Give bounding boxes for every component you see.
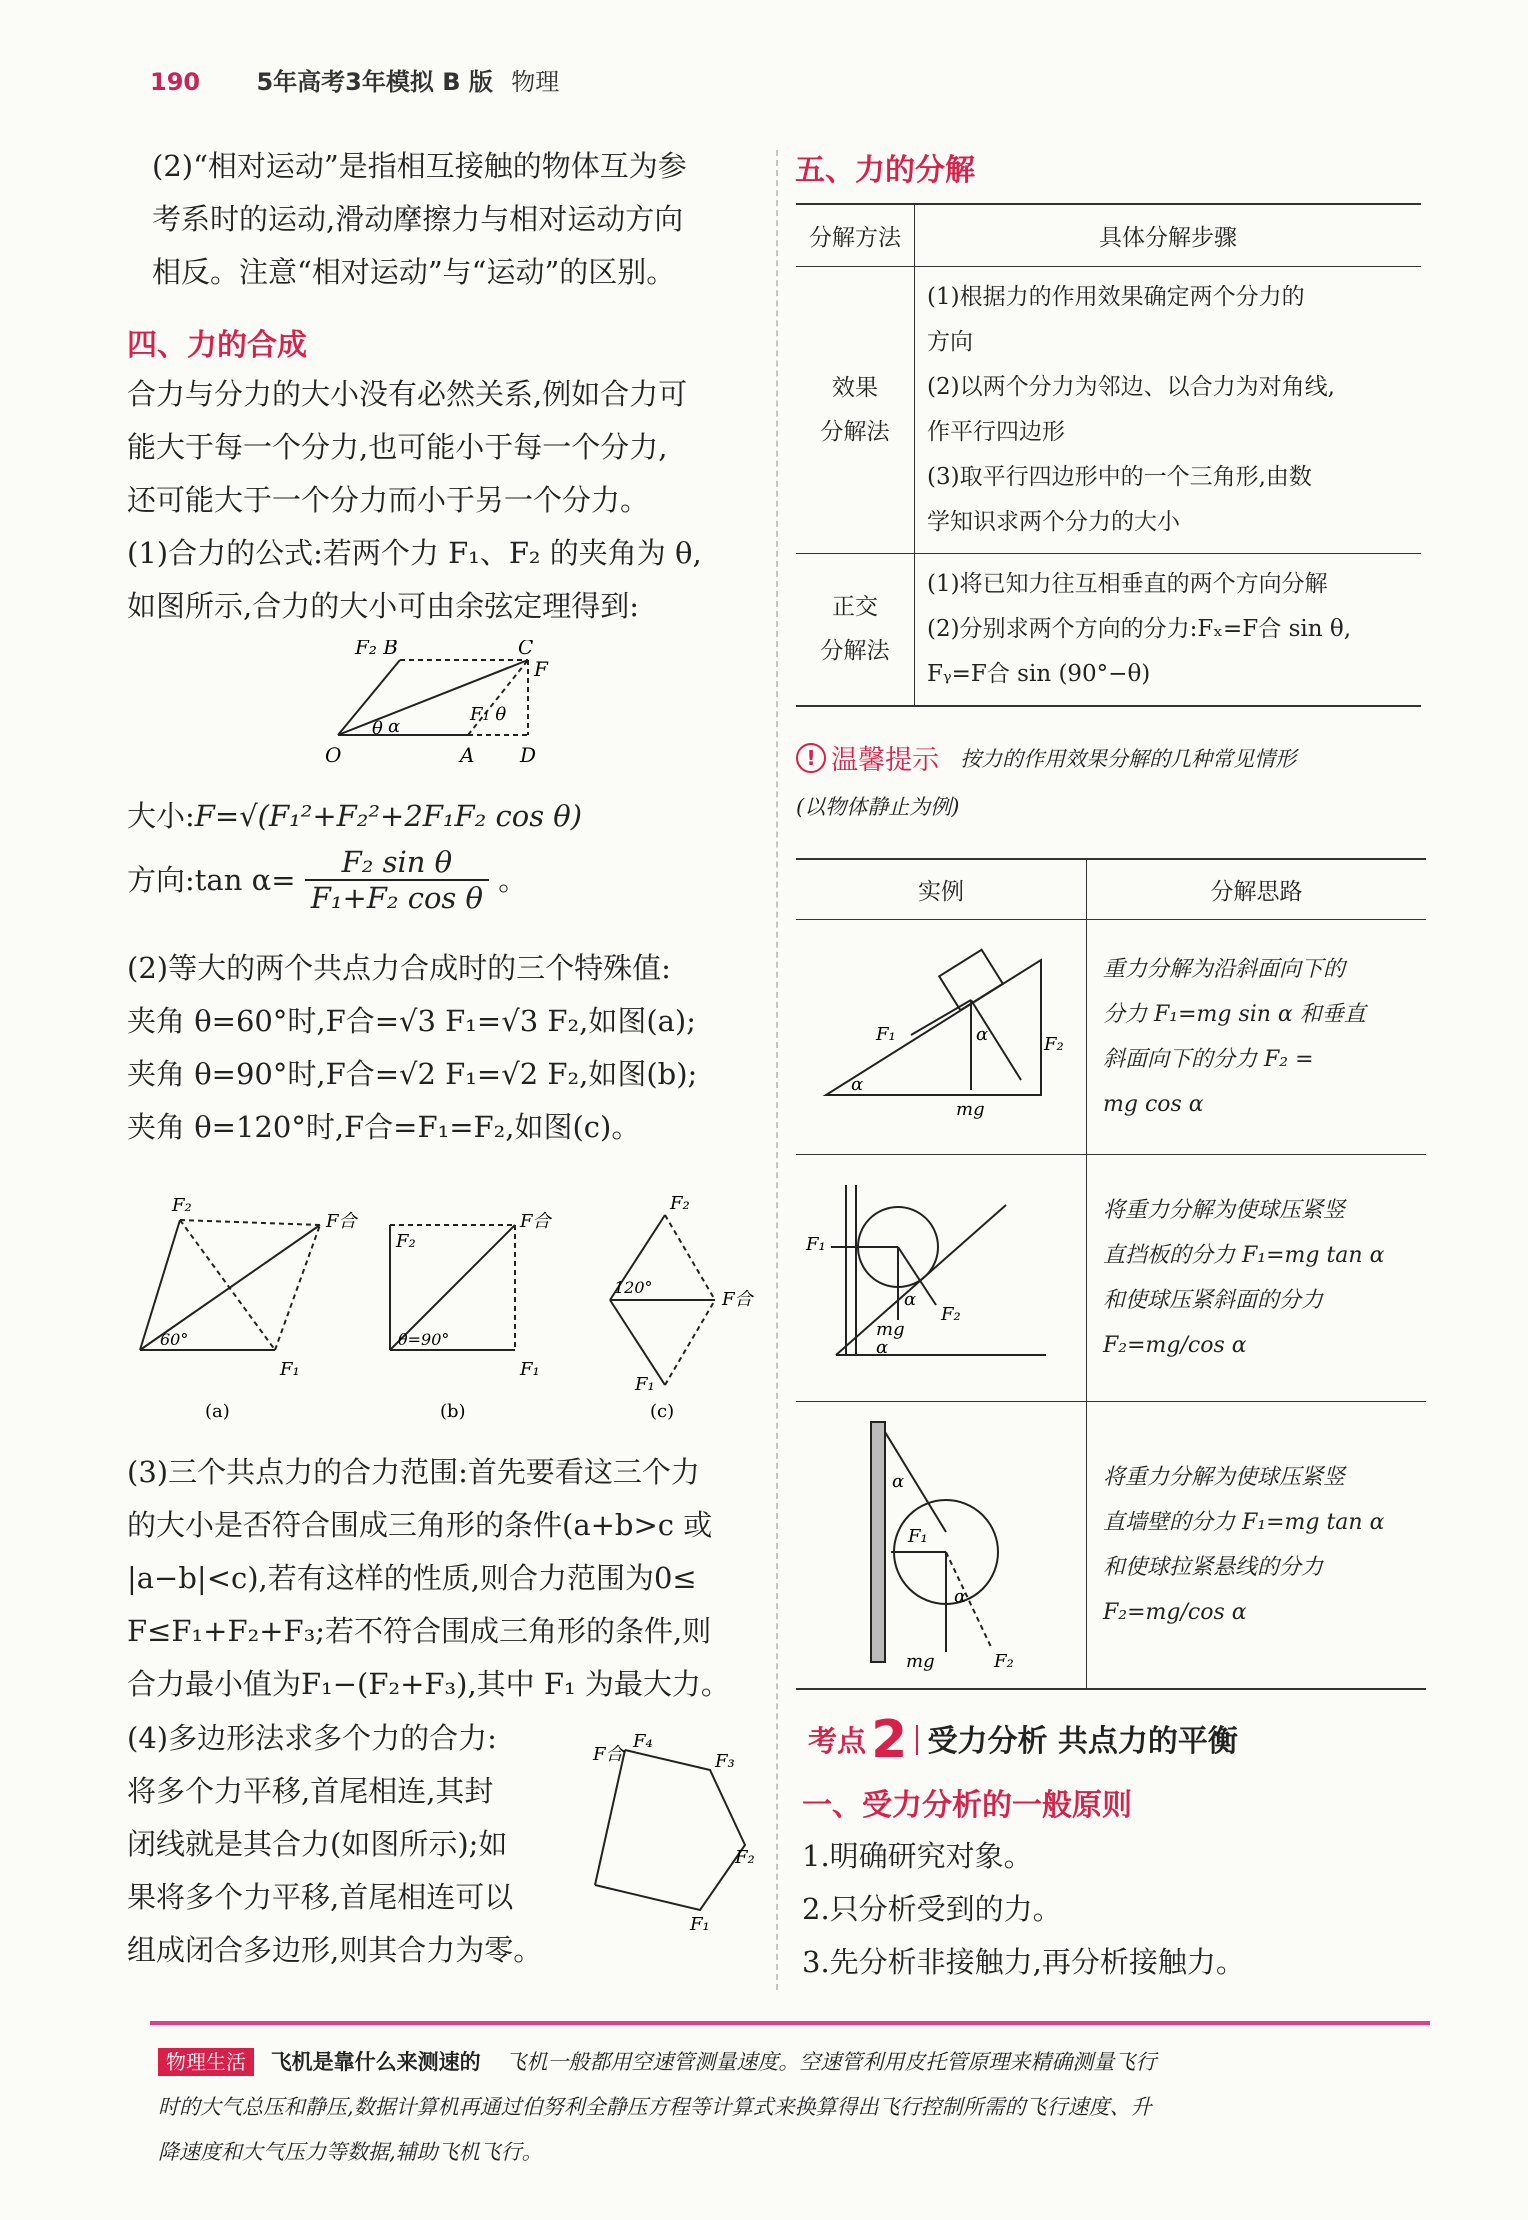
method-text: [1087, 1401, 1427, 1689]
diagram-label: D: [520, 743, 537, 767]
list-item: 1.明确研究对象。: [802, 1839, 1033, 1873]
text-line: (3)三个共点力的合力范围:首先要看这三个力: [127, 1455, 700, 1489]
diagram-label: F₁: [908, 1525, 928, 1547]
polygon-label: F₂: [735, 1847, 755, 1868]
steps-cell: [915, 553, 1422, 706]
topic-divider: [916, 1725, 918, 1755]
tip-box: [796, 738, 1296, 821]
text-line: 将多个力平移,首尾相连,其封: [127, 1774, 494, 1808]
text-line: 合力与分力的大小没有必然关系,例如合力可: [127, 377, 688, 411]
direction-fraction: [305, 845, 489, 915]
tip-label: 温馨提示: [831, 745, 940, 776]
text-line: F₂=mg/cos α: [1103, 1599, 1247, 1625]
table-row: [796, 1401, 1426, 1689]
text-line: 分解法: [820, 418, 890, 445]
fig-a-label: F₁: [280, 1359, 300, 1380]
table-row: [796, 919, 1426, 1154]
text-line: Fᵧ=F合 sin (90°−θ): [927, 660, 1151, 687]
text-line: 方向: [927, 328, 973, 355]
footer-text: 飞机一般都用空速管测量速度。空速管利用皮托管原理来精确测量飞行: [505, 2050, 1157, 2074]
text-line: 重力分解为沿斜面向下的: [1103, 956, 1346, 982]
list-item: 2.只分析受到的力。: [802, 1892, 1062, 1926]
direction-row: [127, 845, 527, 915]
text-line: (2)以两个分力为邻边、以合力为对角线,: [927, 373, 1335, 400]
topic-number: 2: [871, 1710, 908, 1770]
text-line: F₂=mg/cos α: [1103, 1332, 1247, 1358]
table-row: [796, 266, 1421, 553]
topic2-heading: [808, 1710, 1238, 1770]
text-line: F≤F₁+F₂+F₃;若不符合围成三角形的条件,则: [127, 1614, 712, 1648]
text-line: mg cos α: [1103, 1091, 1204, 1117]
diagram-label: α: [892, 1470, 905, 1492]
section5-title: 五、力的分解: [795, 153, 975, 188]
diagram-label: A: [460, 743, 475, 767]
diagram-label: C: [518, 640, 534, 659]
footer-rule: [150, 2021, 1430, 2025]
text-line: (1)根据力的作用效果确定两个分力的: [927, 283, 1305, 310]
fig-c-label: 120°: [614, 1278, 653, 1297]
method-cell: [796, 553, 915, 706]
method-cell: [796, 266, 915, 553]
text-line: 还可能大于一个分力而小于另一个分力。: [127, 483, 650, 517]
diagram-label: F₂: [1044, 1033, 1064, 1055]
table-header: 实例: [796, 859, 1087, 919]
diagram-label: F₂: [941, 1303, 961, 1325]
text-line: 直挡板的分力 F₁=mg tan α: [1103, 1242, 1385, 1268]
page-number: 190: [150, 68, 201, 96]
fig-caption-a: (a): [205, 1401, 230, 1422]
incline-diagram: [796, 920, 1086, 1148]
topic-title: 受力分析 共点力的平衡: [927, 1724, 1238, 1759]
diagram-label: mg: [956, 1098, 985, 1120]
fig-caption-b: (b): [440, 1401, 466, 1422]
text-line: 相反。注意“相对运动”与“运动”的区别。: [152, 255, 676, 289]
text-line: 将重力分解为使球压紧竖: [1103, 1464, 1346, 1490]
warning-icon: !: [796, 743, 826, 773]
text-line: 直墙壁的分力 F₁=mg tan α: [1103, 1509, 1385, 1535]
tip-subtext: (以物体静止为例): [796, 795, 960, 819]
special-values: [127, 942, 697, 1154]
example-cell: [796, 1154, 1087, 1401]
text-line: 正交: [832, 594, 878, 620]
diagram-label: θ: [372, 718, 383, 739]
text-line: 的大小是否符合围成三角形的条件(a+b>c 或: [127, 1508, 713, 1542]
text-line: (3)取平行四边形中的一个三角形,由数: [927, 463, 1312, 490]
polygon-label: F₄: [633, 1731, 653, 1752]
fig-b-label: F₁: [520, 1359, 540, 1380]
fig-b-label: F₂: [396, 1231, 416, 1252]
fig-a-label: F合: [326, 1211, 357, 1232]
polygon-label: F₃: [715, 1751, 735, 1772]
table-header: 分解方法: [796, 204, 915, 266]
polygon-diagram: [585, 1725, 770, 1935]
footer-box: [158, 2040, 1418, 2175]
fraction-end: 。: [498, 863, 528, 897]
principles-list: [802, 1830, 1245, 1989]
fig-a-label: 60°: [160, 1330, 189, 1349]
section4-title: 四、力的合成: [127, 328, 307, 363]
fig-b-label: F合: [520, 1211, 551, 1232]
diagram-label: α: [388, 716, 401, 737]
diagram-label: F₂: [994, 1650, 1014, 1672]
steps-cell: [915, 266, 1422, 553]
text-line: 组成闭合多边形,则其合力为零。: [127, 1933, 543, 1967]
text-line: 夹角 θ=90°时,F合=√2 F₁=√2 F₂,如图(b);: [127, 1057, 698, 1091]
table-header-row: [796, 859, 1426, 919]
diagram-label: α: [954, 1585, 967, 1607]
text-line: 将重力分解为使球压紧竖: [1103, 1197, 1346, 1223]
diagram-label: mg: [876, 1318, 905, 1340]
topic-prefix: 考点: [808, 1724, 867, 1758]
list-item: 3.先分析非接触力,再分析接触力。: [802, 1945, 1245, 1979]
column-divider: [776, 150, 778, 1990]
example-cell: [796, 1401, 1087, 1689]
text-line: 和使球压紧斜面的分力: [1103, 1287, 1324, 1313]
diagram-label: α: [876, 1336, 889, 1358]
diagram-label: α: [976, 1023, 989, 1045]
footer-tag: 物理生活: [158, 2048, 254, 2076]
page-header: [150, 62, 559, 97]
section4-paragraph: [127, 368, 702, 633]
method-text: [1087, 919, 1427, 1154]
section1-title: 一、受力分析的一般原则: [802, 1788, 1132, 1823]
tip-text: 按力的作用效果分解的几种常见情形: [960, 746, 1297, 771]
polygon-label: F合: [593, 1744, 624, 1765]
diagram-label: F₂ B: [355, 640, 398, 659]
fig-c-label: F₁: [635, 1374, 655, 1395]
text-line: 夹角 θ=60°时,F合=√3 F₁=√3 F₂,如图(a);: [127, 1004, 697, 1038]
direction-label: 方向:tan α=: [127, 863, 296, 897]
diagram-label: α: [904, 1288, 917, 1310]
text-line: (1)合力的公式:若两个力 F₁、F₂ 的夹角为 θ,: [127, 536, 702, 570]
text-line: 学知识求两个分力的大小: [927, 508, 1180, 535]
diagram-label: mg: [906, 1650, 935, 1672]
text-line: 合力最小值为F₁−(F₂+F₃),其中 F₁ 为最大力。: [127, 1667, 730, 1701]
polygon-label: F₁: [690, 1914, 710, 1935]
text-line: (2)分别求两个方向的分力:Fₓ=F合 sin θ,: [927, 615, 1352, 642]
footer-title: 飞机是靠什么来测速的: [270, 2050, 481, 2074]
diagram-label: α: [851, 1073, 864, 1095]
parallelogram-diagram: [320, 640, 560, 770]
text-line: 分力 F₁=mg sin α 和垂直: [1103, 1001, 1366, 1027]
text-line: 分解法: [820, 638, 890, 664]
fig-b-label: θ=90°: [398, 1330, 450, 1349]
text-line: 果将多个力平移,首尾相连可以: [127, 1880, 514, 1914]
method-text: [1087, 1154, 1427, 1401]
book-title: 5年高考3年模拟 B 版: [256, 68, 493, 96]
diagram-label: F₁: [876, 1023, 896, 1045]
text-line: 效果: [832, 374, 878, 401]
polygon-paragraph: [127, 1712, 542, 1977]
fraction-denominator: F₁+F₂ cos θ: [310, 881, 483, 915]
text-line: 闭线就是其合力(如图所示);如: [127, 1827, 508, 1861]
special-angle-figures: [130, 1185, 770, 1425]
diagram-label: F₁ θ: [470, 704, 507, 725]
text-line: 斜面向下的分力 F₂ =: [1103, 1046, 1314, 1072]
magnitude-row: [127, 790, 582, 843]
example-cell: [796, 919, 1087, 1154]
table-header: 具体分解步骤: [1099, 224, 1237, 251]
table-header-row: [796, 204, 1421, 266]
decomposition-table: [796, 203, 1421, 707]
range-paragraph: [127, 1446, 730, 1711]
table-header: 分解思路: [1210, 878, 1303, 905]
fig-c-label: F₂: [670, 1193, 690, 1214]
text-line: (1)将已知力往互相垂直的两个方向分解: [927, 570, 1328, 597]
text-line: 和使球拉紧悬线的分力: [1103, 1554, 1324, 1580]
diagram-label: F₁: [806, 1233, 826, 1255]
text-line: 能大于每一个分力,也可能小于每一个分力,: [127, 430, 668, 464]
table-row: [796, 553, 1421, 706]
footer-text: 时的大气总压和静压,数据计算机再通过伯努利全静压方程等计算式来换算得出飞行控制所需的飞行速度、升: [158, 2095, 1152, 2119]
ball-wall-diagram: [796, 1402, 1086, 1682]
text-line: (4)多边形法求多个力的合力:: [127, 1721, 497, 1755]
fig-c-label: F合: [722, 1289, 753, 1310]
fig-caption-c: (c): [650, 1401, 675, 1422]
text-line: (2)“相对运动”是指相互接触的物体互为参: [152, 149, 687, 183]
text-line: 作平行四边形: [927, 418, 1065, 445]
ball-board-diagram: [796, 1155, 1086, 1395]
footer-line: [158, 2040, 1418, 2085]
diagram-label: F: [534, 657, 548, 681]
text-line: 夹角 θ=120°时,F合=F₁=F₂,如图(c)。: [127, 1110, 641, 1144]
footer-text: 降速度和大气压力等数据,辅助飞机飞行。: [158, 2140, 543, 2164]
intro-paragraph: [152, 140, 687, 299]
text-line: (2)等大的两个共点力合成时的三个特殊值:: [127, 951, 671, 985]
examples-table: [796, 858, 1426, 1690]
text-line: 考系时的运动,滑动摩擦力与相对运动方向: [152, 202, 684, 236]
fig-a-label: F₂: [172, 1195, 192, 1216]
table-row: [796, 1154, 1426, 1401]
magnitude-formula: F=√(F₁²+F₂²+2F₁F₂ cos θ): [194, 799, 583, 833]
diagram-label: O: [325, 743, 342, 767]
subject: 物理: [511, 68, 560, 96]
magnitude-label: 大小:: [127, 799, 195, 833]
text-line: 如图所示,合力的大小可由余弦定理得到:: [127, 589, 639, 623]
text-line: |a−b|<c),若有这样的性质,则合力范围为0≤: [127, 1561, 697, 1595]
fraction-numerator: F₂ sin θ: [305, 845, 489, 881]
